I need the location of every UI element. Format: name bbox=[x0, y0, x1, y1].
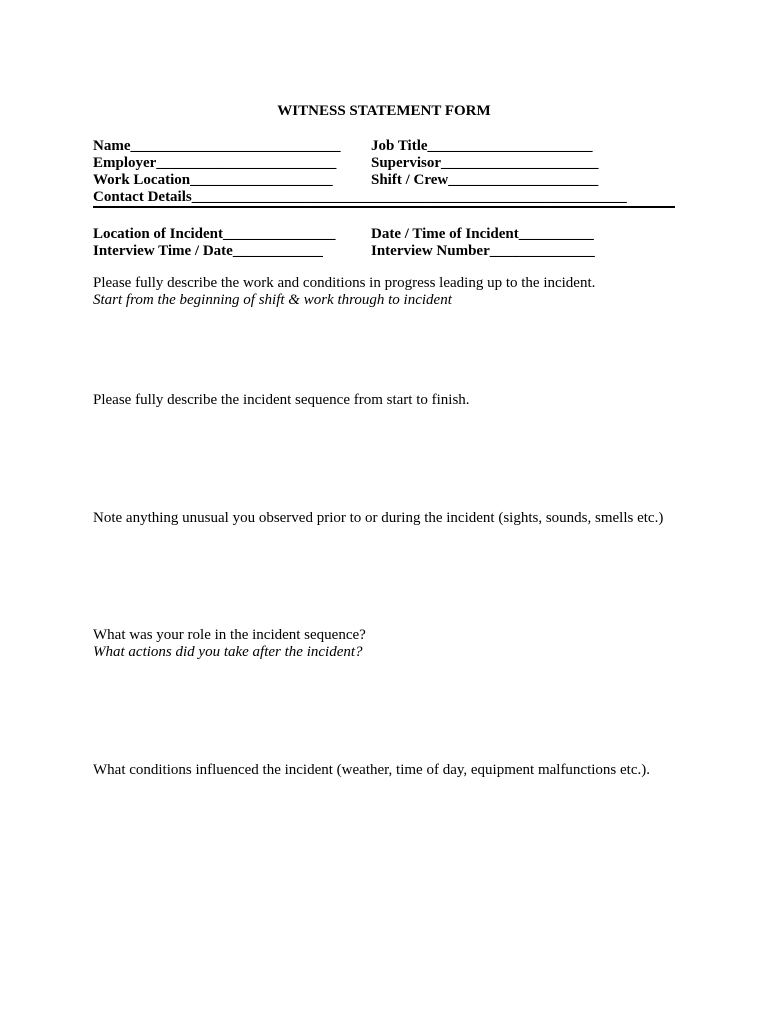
supervisor-field[interactable]: Supervisor_____________________ bbox=[371, 155, 599, 171]
section-spacer bbox=[93, 208, 675, 226]
shift-crew-field[interactable]: Shift / Crew____________________ bbox=[371, 172, 599, 188]
field-row-work-location bbox=[93, 172, 675, 189]
interview-time-date-field[interactable]: Interview Time / Date____________ bbox=[93, 243, 323, 259]
prompt-text: What was your role in the incident sequence? bbox=[93, 627, 366, 643]
field-row-interview bbox=[93, 243, 675, 260]
field-row-employer bbox=[93, 155, 675, 172]
prompt-incident-sequence bbox=[93, 392, 683, 409]
prompt-influencing-conditions bbox=[93, 762, 683, 779]
form-title: WITNESS STATEMENT FORM bbox=[277, 103, 491, 119]
work-location-field[interactable]: Work Location___________________ bbox=[93, 172, 333, 188]
name-field[interactable]: Name____________________________ bbox=[93, 138, 341, 154]
field-row-location-of-incident bbox=[93, 226, 675, 243]
field-row-name bbox=[93, 138, 675, 155]
interview-number-field[interactable]: Interview Number______________ bbox=[371, 243, 595, 259]
prompt-role-in-incident bbox=[93, 627, 683, 661]
prompt-text: Please fully describe the work and conditions in progress leading up to the incident. bbox=[93, 275, 596, 291]
field-row-contact-details bbox=[93, 189, 675, 208]
prompt-subtext: What actions did you take after the incident? bbox=[93, 644, 363, 660]
contact-details-field[interactable]: Contact Details__________________________________________________________ bbox=[93, 189, 627, 205]
prompt-unusual-observations bbox=[93, 510, 668, 527]
form-fields bbox=[93, 138, 675, 260]
prompt-text: What conditions influenced the incident (weather, time of day, equipment malfunctions etc.). bbox=[93, 762, 650, 778]
location-of-incident-field[interactable]: Location of Incident_______________ bbox=[93, 226, 336, 242]
employer-field[interactable]: Employer________________________ bbox=[93, 155, 337, 171]
job-title-field[interactable]: Job Title______________________ bbox=[371, 138, 593, 154]
prompt-text: Note anything unusual you observed prior to or during the incident (sights, sounds, smells etc.) bbox=[93, 510, 664, 526]
prompt-work-conditions bbox=[93, 275, 683, 309]
prompt-text: Please fully describe the incident sequence from start to finish. bbox=[93, 392, 470, 408]
prompt-subtext: Start from the beginning of shift & work through to incident bbox=[93, 292, 452, 308]
date-time-of-incident-field[interactable]: Date / Time of Incident__________ bbox=[371, 226, 594, 242]
